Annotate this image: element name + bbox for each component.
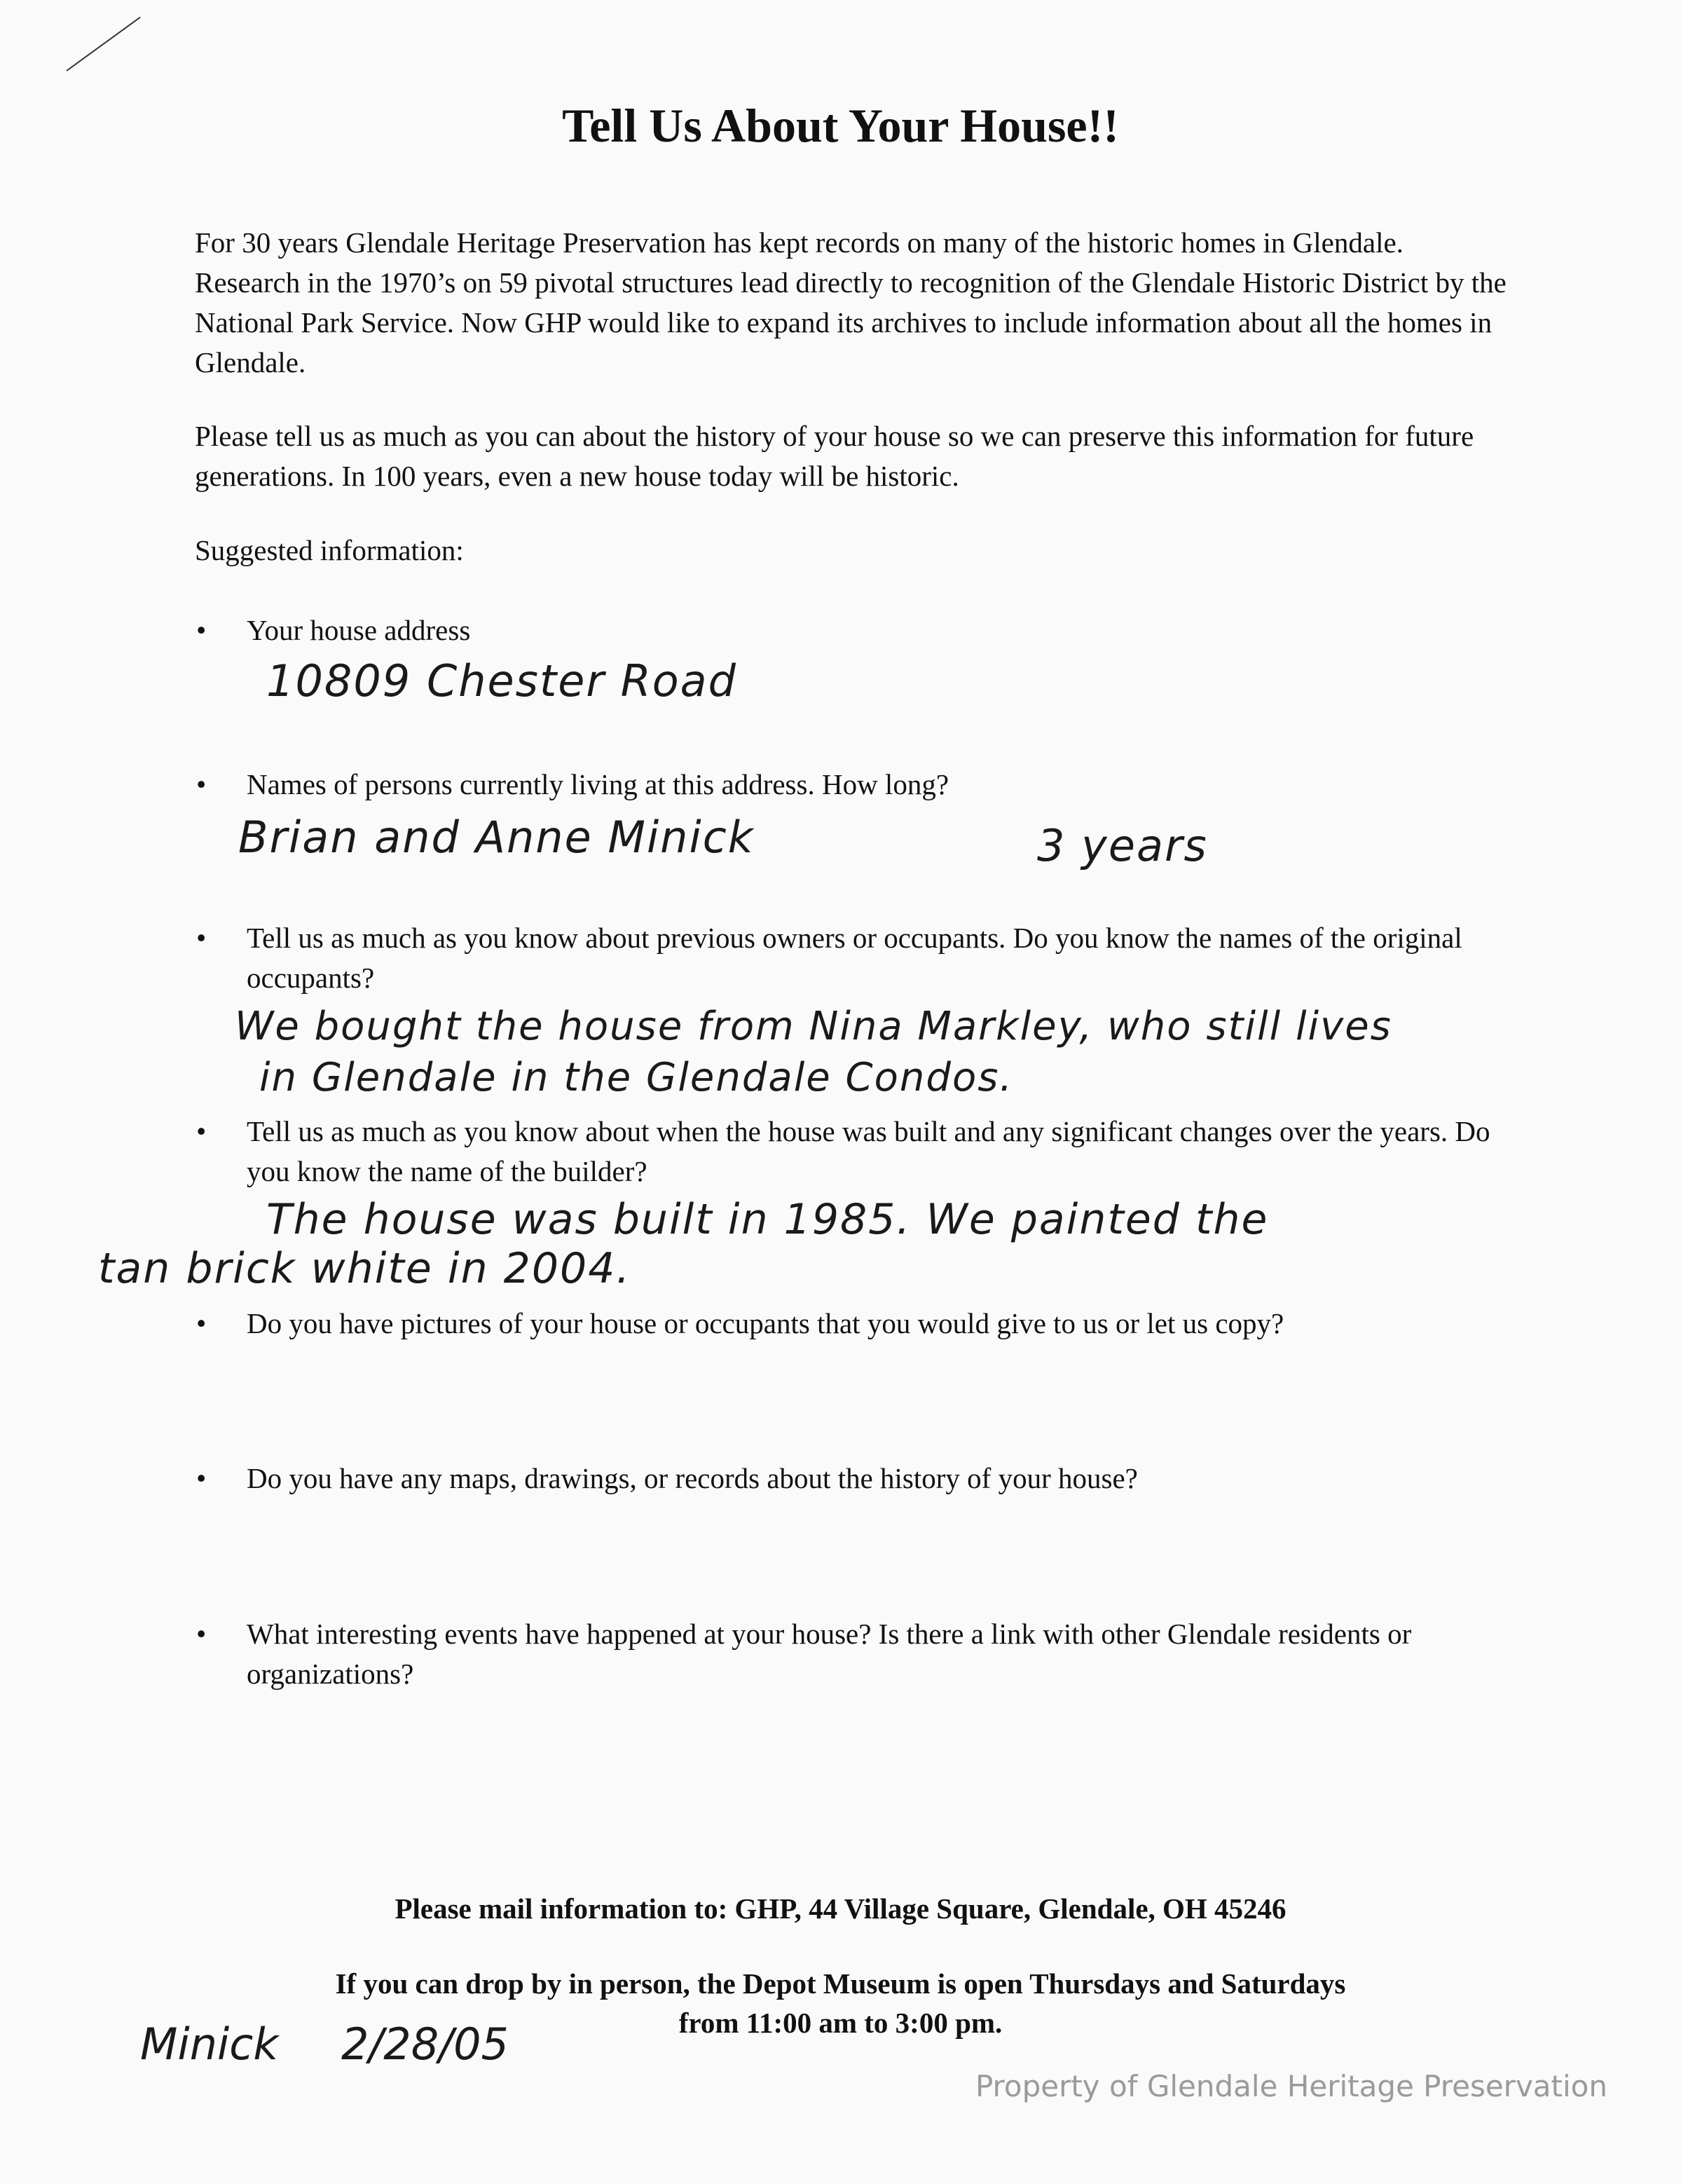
bullet: •	[196, 1115, 207, 1147]
bullet: •	[196, 768, 207, 800]
question-text: Tell us as much as you know about previous owners or occupants. Do you know the names of the original occupants?	[247, 922, 1462, 994]
question-text: Do you have pictures of your house or occupants that you would give to us or let us copy?	[247, 1307, 1284, 1339]
question-text: Tell us as much as you know about when the house was built and any significant changes over the years. Do you know the name of the builder?	[247, 1115, 1490, 1187]
mail-info: Please mail information to: GHP, 44 Village Square, Glendale, OH 45246	[394, 1892, 1287, 1925]
bullet: •	[196, 614, 207, 646]
answer-previous-owners-line1: We bought the house from Nina Markley, who still lives	[235, 1004, 1392, 1049]
question-text: Do you have any maps, drawings, or records about the history of your house?	[247, 1462, 1138, 1494]
pen-mark	[66, 17, 140, 71]
signature-name: Minick	[140, 2019, 279, 2070]
bullet: •	[196, 1307, 207, 1339]
question-text: What interesting events have happened at your house? Is there a link with other Glendale residents or organizations?	[247, 1618, 1412, 1690]
bullet: •	[196, 922, 207, 954]
answer-previous-owners-line2: in Glendale in the Glendale Condos.	[259, 1055, 1014, 1100]
answer-construction-line2: tan brick white in 2004.	[98, 1244, 631, 1293]
answer-residents-names: Brian and Anne Minick	[238, 812, 755, 863]
signature-date: 2/28/05	[341, 2019, 509, 2070]
request-paragraph: Please tell us as much as you can about the history of your house so we can preserve this information for future generations. In 100 years, even a new house today will be historic.	[195, 420, 1474, 492]
suggested-label: Suggested information:	[195, 534, 464, 566]
answer-address: 10809 Chester Road	[266, 655, 737, 707]
bullet: •	[196, 1462, 207, 1494]
answer-residents-duration: 3 years	[1037, 820, 1208, 871]
answer-construction-line1: The house was built in 1985. We painted the	[266, 1195, 1269, 1244]
watermark: Property of Glendale Heritage Preservation	[975, 2069, 1607, 2103]
signature	[140, 2019, 558, 2070]
page-title: Tell Us About Your House!!	[562, 99, 1119, 152]
dropby-info: If you can drop by in person, the Depot Museum is open Thursdays and Saturdays from 11:00 am to 3:00 pm.	[335, 1967, 1346, 2039]
bullet: •	[196, 1618, 207, 1650]
intro-paragraph: For 30 years Glendale Heritage Preservation has kept records on many of the historic homes in Glendale. Research in the 1970’s on 59 pivotal structures lead directly to recognition of the Glendale Historic District by the National Park Service. Now GHP would like to expand its archives to include information about all the homes in Glendale.	[195, 226, 1507, 378]
question-text: Names of persons currently living at this address. How long?	[247, 768, 949, 800]
question-text: Your house address	[247, 614, 471, 646]
